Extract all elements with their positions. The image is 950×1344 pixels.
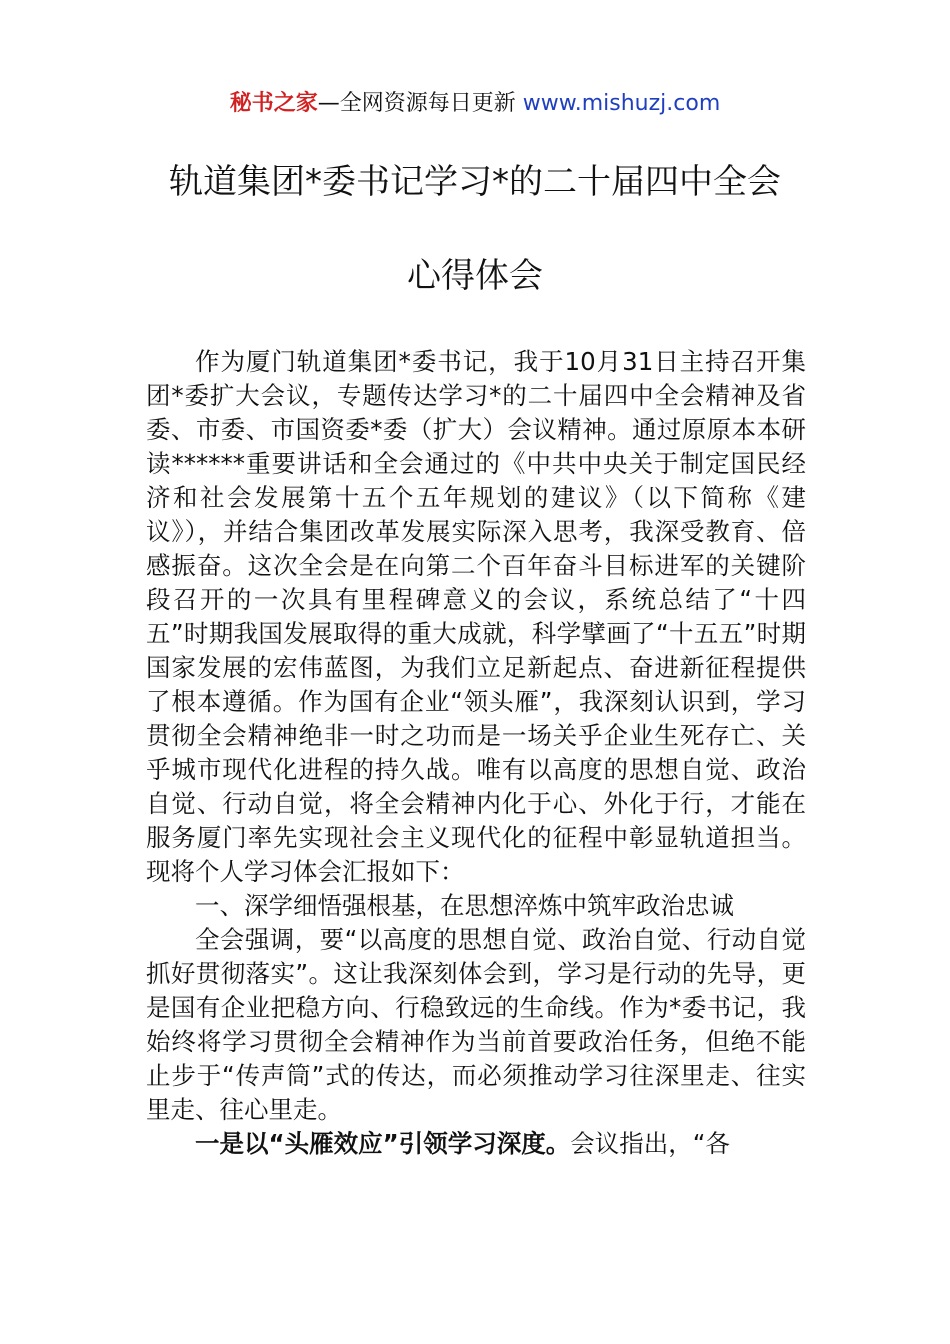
brand-name: 秘书之家 xyxy=(229,91,318,116)
point-1-text: 会议指出，“各 xyxy=(570,1129,730,1158)
section-heading-1: 一、深学细悟强根基，在思想淬炼中筑牢政治忠诚 xyxy=(195,891,734,920)
section-1-paragraph: 全会强调，要“以高度的思想自觉、政治自觉、行动自觉抓好贯彻落实”。这让我深刻体会到，学习是行动的先导，更是国有企业把稳方向、行稳致远的生命线。作为*委书记，我始终将学习贯彻全会精神作为当前首要政治任务，但绝不能止步于“传声筒”式的传达，而必须推动学习往深里走、往实里走、往心里走。 xyxy=(146,925,806,1124)
document-title-line-2: 心得体会 xyxy=(407,256,543,296)
site-url[interactable]: www.mishuzj.com xyxy=(522,91,721,116)
point-1-paragraph xyxy=(146,1127,806,1161)
document-title-line-1: 轨道集团*委书记学习*的二十届四中全会 xyxy=(169,162,781,202)
intro-paragraph: 作为厦门轨道集团*委书记，我于10月31日主持召开集团*委扩大会议，专题传达学习*的二十届四中全会精神及省委、市委、市国资委*委（扩大）会议精神。通过原原本本研读******重要讲话和全会通过的《中共中央关于制定国民经济和社会发展第十五个五年规划的建议》（以下简称《建议》），并结合集团改革发展实际深入思考，我深受教育、倍感振奋。这次全会是在向第二个百年奋斗目标进军的关键阶段召开的一次具有里程碑意义的会议，系统总结了“十四五”时期我国发展取得的重大成就，科学擘画了“十五五”时期国家发展的宏伟蓝图，为我们立足新起点、奋进新征程提供了根本遵循。作为国有企业“领头雁”，我深刻认识到，学习贯彻全会精神绝非一时之功而是一场关乎企业生死存亡、关乎城市现代化进程的持久战。唯有以高度的思想自觉、政治自觉、行动自觉，将全会精神内化于心、外化于行，才能在服务厦门率先实现社会主义现代化的征程中彰显轨道担当。现将个人学习体会汇报如下： xyxy=(146,347,806,886)
site-header xyxy=(0,88,950,120)
header-tagline: —全网资源每日更新 xyxy=(317,91,516,116)
point-1-lead: 一是以“头雁效应”引领学习深度。 xyxy=(195,1129,571,1158)
document-body xyxy=(146,345,806,1161)
